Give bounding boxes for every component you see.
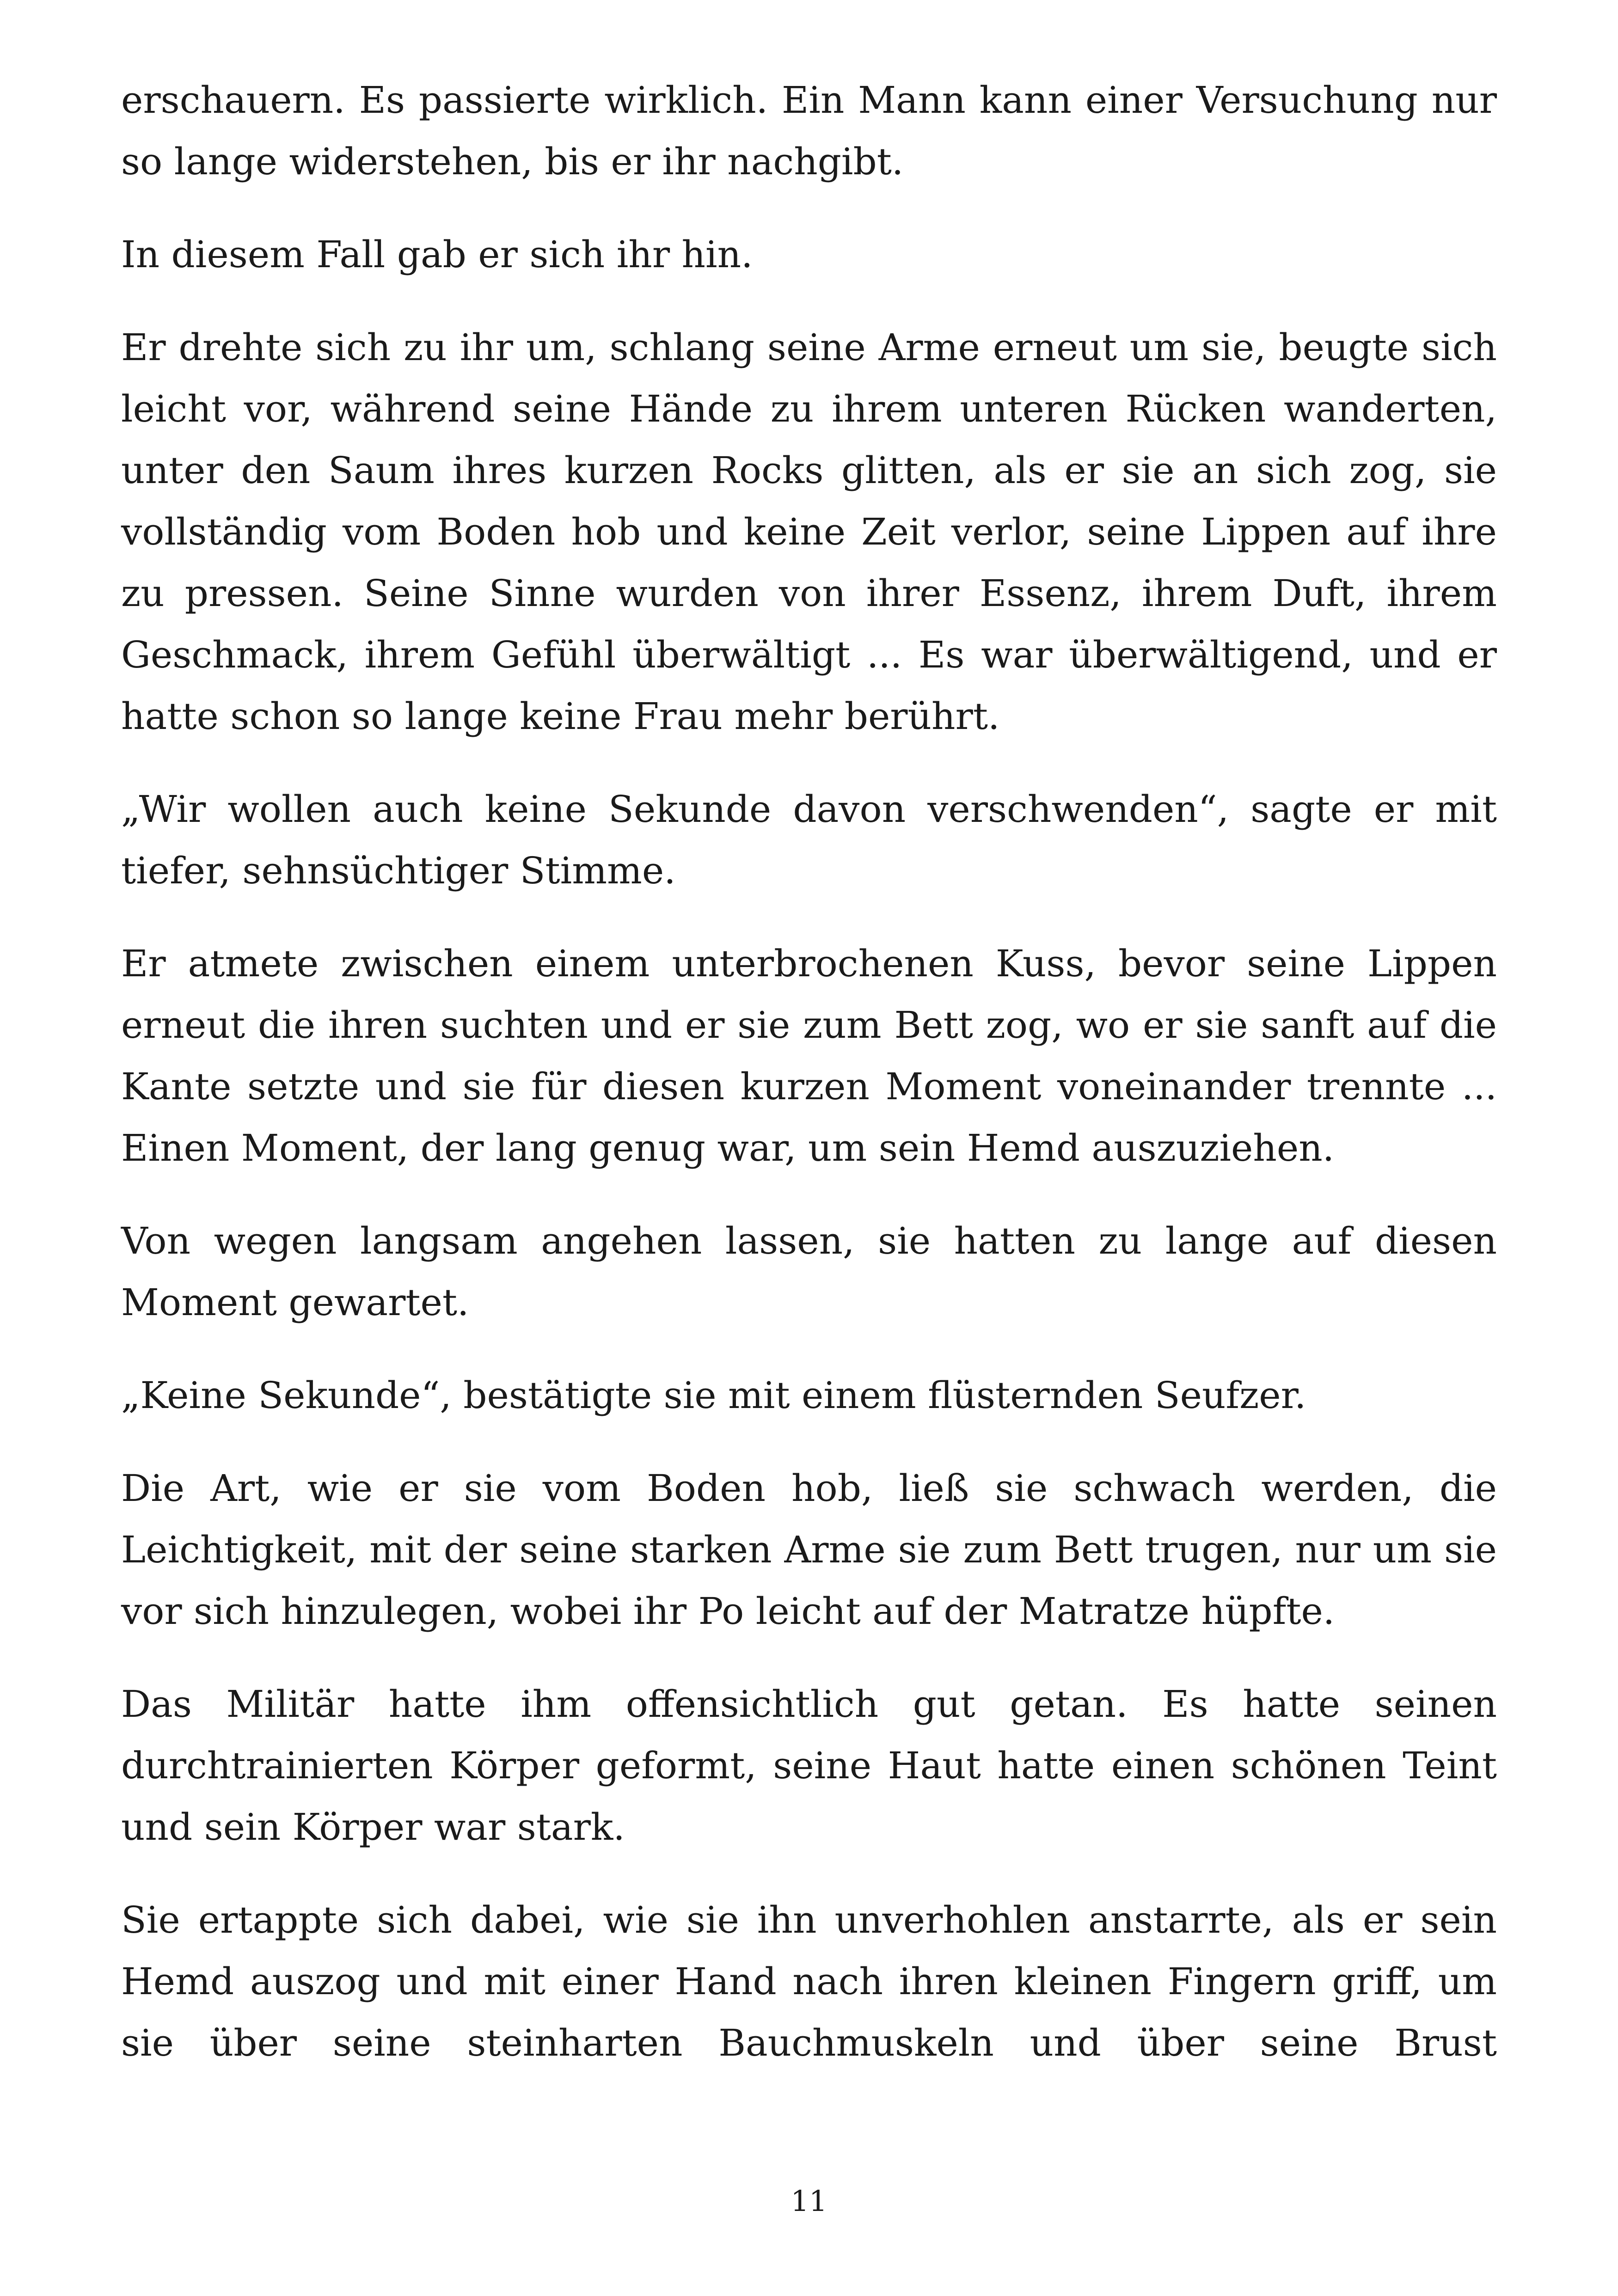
page-number: 11	[791, 2184, 827, 2218]
paragraph: „Keine Sekunde“, bestätigte sie mit einem flüsternden Seufzer.	[121, 1374, 1306, 1417]
paragraph: Er drehte sich zu ihr um, schlang seine Arme erneut um sie, beugte sich leicht vor, während seine Hände zu ihrem unteren Rücken wanderten, unter den Saum ihres kurzen Rocks glitten, als er sie an sich zog, sie vollständig vom Boden hob und keine Zeit verlor, seine Lippen auf ihre zu pressen. Seine Sinne wurden von ihrer Essenz, ihrem Duft, ihrem Geschmack, ihrem Gefühl überwältigt ... Es war überwältigend, und er hatte schon so lange keine Frau mehr berührt.	[121, 326, 1497, 738]
paragraph: Die Art, wie er sie vom Boden hob, ließ sie schwach werden, die Leichtigkeit, mit der seine starken Arme sie zum Bett trugen, nur um sie vor sich hinzulegen, wobei ihr Po leicht auf der Matratze hüpfte.	[121, 1467, 1497, 1633]
paragraph: Von wegen langsam angehen lassen, sie hatten zu lange auf diesen Moment gewartet.	[121, 1219, 1497, 1324]
body-text	[121, 69, 1497, 2074]
paragraph: „Wir wollen auch keine Sekunde davon verschwenden“, sagte er mit tiefer, sehnsüchtiger Stimme.	[121, 788, 1497, 892]
paragraph: Sie ertappte sich dabei, wie sie ihn unverhohlen anstarrte, als er sein Hemd auszog und mit einer Hand nach ihren kleinen Fingern griff, um sie über seine steinharten Bauchmuskeln und über seine Brust	[121, 1898, 1497, 2064]
paragraph: Er atmete zwischen einem unterbrochenen Kuss, bevor seine Lippen erneut die ihren suchten und er sie zum Bett zog, wo er sie sanft auf die Kante setzte und sie für diesen kurzen Moment voneinander trennte ... Einen Moment, der lang genug war, um sein Hemd auszuziehen.	[121, 942, 1497, 1169]
paragraph: Das Militär hatte ihm offensichtlich gut getan. Es hatte seinen durchtrainierten Körper geformt, seine Haut hatte einen schönen Teint und sein Körper war stark.	[121, 1683, 1497, 1849]
paragraph: In diesem Fall gab er sich ihr hin.	[121, 233, 753, 276]
paragraph: erschauern. Es passierte wirklich. Ein Mann kann einer Versuchung nur so lange widerstehen, bis er ihr nachgibt.	[121, 79, 1497, 183]
